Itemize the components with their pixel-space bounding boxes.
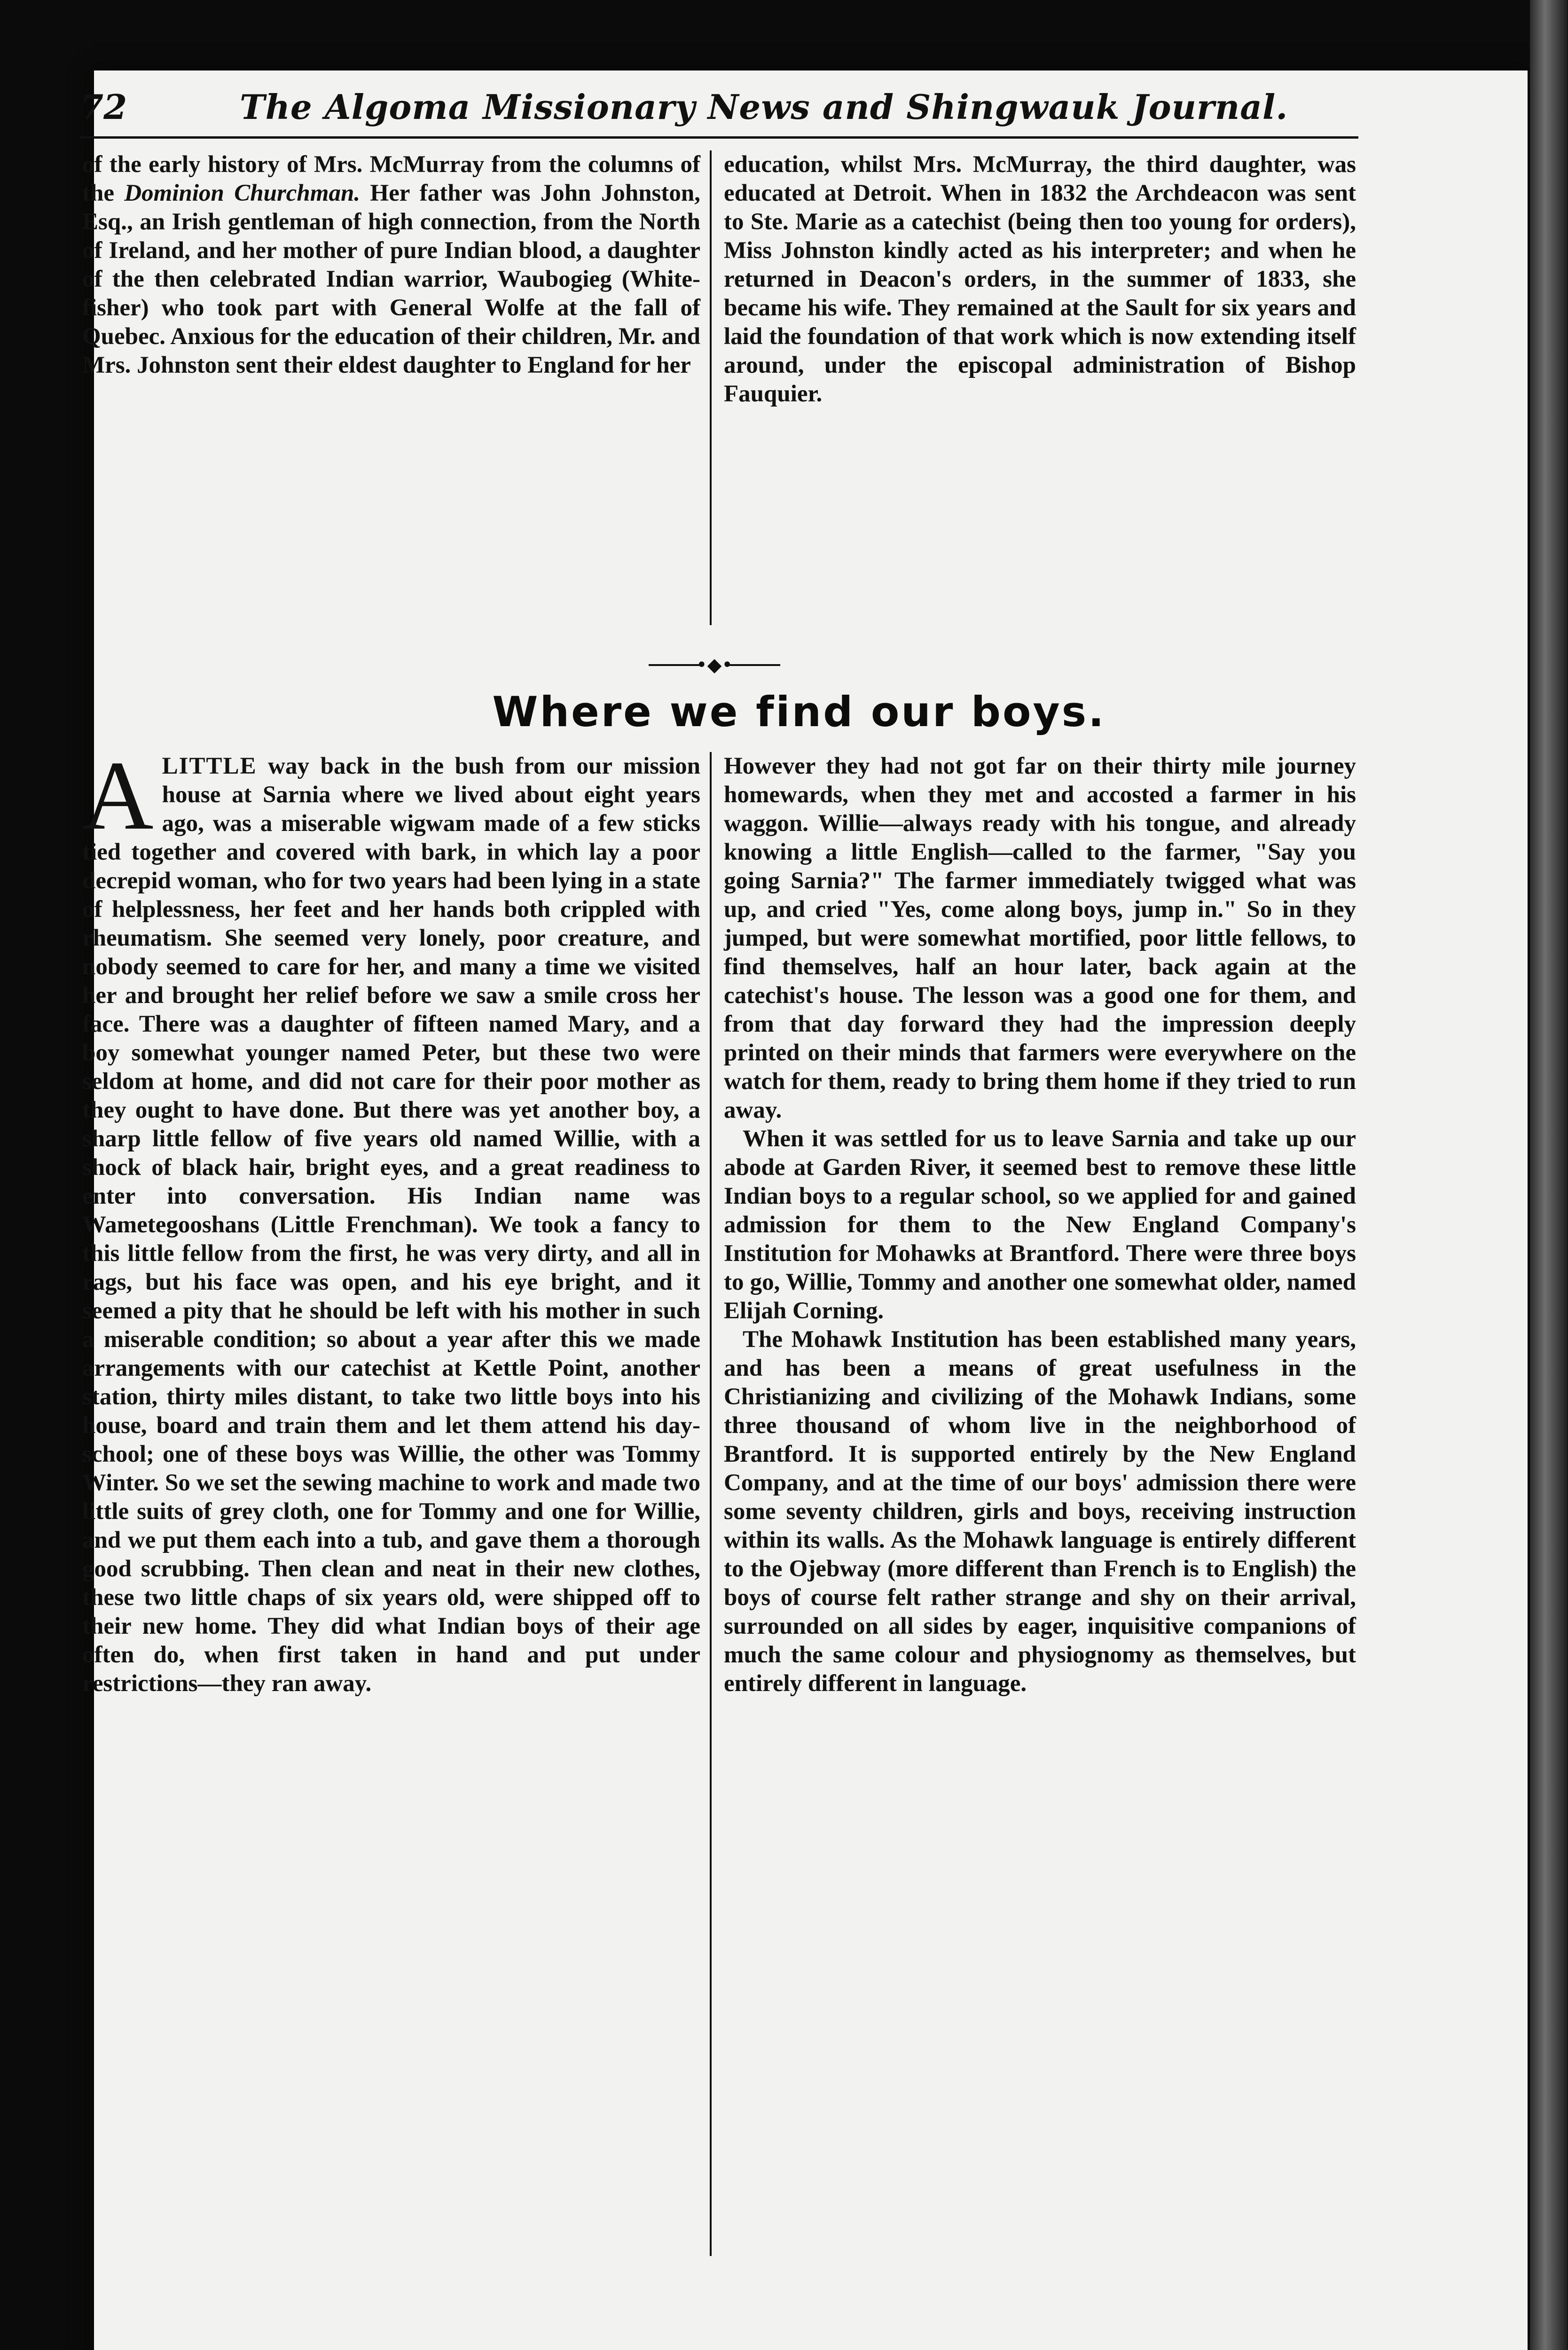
top-left-paragraph	[82, 150, 700, 380]
text-run: Her father was John Johnston, Esq., an Irish gentleman of high connection, from the North of Ireland, and her mother of pure Indian blood, a daughter of the then celebrated Indian warrior, Waubogieg (White-fisher) who took part with General Wolfe at the fall of Quebec. Anxious for the education of their children, Mr. and Mrs. Johnston sent their eldest daughter to England for her	[82, 180, 701, 378]
article-headline: Where we find our boys.	[492, 688, 1106, 736]
journal-title: The Algoma Missionary News and Shingwauk Journal.	[240, 87, 1288, 127]
column-divider-top	[710, 150, 712, 625]
top-right-paragraph: education, whilst Mrs. McMurray, the third daughter, was educated at Detroit. When in 1832 the Archdeacon was sent to Ste. Marie as a catechist (being then too young for orders), Miss Johnston kindly acted as his interpreter; and when he returned in Deacon's orders, in the summer of 1833, she became his wife. They remained at the Sault for six years and laid the foundation of that work which is now extending itself around, under the episcopal administration of Bishop Fauquier.	[724, 151, 1356, 407]
publication-name: Dominion Churchman.	[124, 180, 361, 206]
top-right-column	[724, 150, 1356, 639]
adjacent-page-edge	[1530, 0, 1568, 2350]
article-left-column	[82, 741, 700, 2256]
article-paragraph-2: However they had not got far on their thirty mile journey homewards, when they met and accosted a farmer in his waggon. Willie—always ready with his tongue, and already knowing a little English—called to the farmer, "Say you going Sarnia?" The farmer immediately twigged what was up, and cried "Yes, come along boys, jump in." So in they jumped, but were somewhat mortified, poor little fellows, to find themselves, half an hour later, back again at the catechist's house. The lesson was a good one for them, and from that day forward they had the impression deeply printed on their minds that farmers were everywhere on the watch for them, ready to bring them home if they tried to run away.	[724, 753, 1356, 1123]
drop-cap: A	[82, 741, 154, 850]
column-divider-bottom	[710, 752, 712, 2256]
page-header	[80, 82, 1358, 129]
text-run: of the early history of Mrs. McMurray from the columns of the	[82, 151, 700, 206]
article-paragraph-4: The Mohawk Institution has been established many years, and has been a means of great usefulness in the Christianizing and civilizing of the Mohawk Indians, some three thousand of whom live in the neighborhood of Brantford. It is supported entirely by the New England Company, and at the time of our boys' admission there were some seventy children, girls and boys, receiving instruction within its walls. As the Mohawk language is entirely different to the Ojebway (more different than French is to English) the boys of course felt rather strange and shy on their arrival, surrounded on all sides by eager, inquisitive companions of much the same colour and physiognomy as themselves, but entirely different in language.	[724, 1326, 1356, 1697]
article-paragraph-3: When it was settled for us to leave Sarnia and take up our abode at Garden River, it seemed best to remove these little Indian boys to a regular school, so we applied for and gained admission for them to the New England Company's Institution for Mohawks at Brantford. There were three boys to go, Willie, Tommy and another one somewhat older, named Elijah Corning.	[724, 1126, 1356, 1324]
article-right-column	[724, 752, 1356, 2256]
page-number: 72	[80, 87, 127, 127]
text-run: way back in the bush from our mission house at Sarnia where we lived about eight years ago, was a miserable wigwam made of a few sticks tied together and covered with bark, in which lay a poor decrepid woman, who for two years had been lying in a state of helplessness, her feet and her hands both crippled with rheumatism. She seemed very lonely, poor creature, and nobody seemed to care for her, and many a time we visited her and brought her relief before we saw a smile cross her face. There was a daughter of fifteen named Mary, and a boy somewhat younger named Peter, but these two were seldom at home, and did not care for their poor mother as they ought to have done. But there was yet another boy, a sharp little fellow of five years old named Willie, with a shock of black hair, bright eyes, and a great readiness to enter into conversation. His Indian name was Wametegooshans (Little Frenchman). We took a fancy to this little fellow from the first, he was very dirty, and all in rags, but his face was open, and his eye bright, and it seemed a pity that he should be left with his mother in such a miserable condition; so about a year after this we made arrangements with our catechist at Kettle Point, another station, thirty miles distant, to take two little boys into his house, board and train them and let them attend his day-school; one of these boys was Willie, the other was Tommy Winter. So we set the sewing machine to work and made two little suits of grey cloth, one for Tommy and one for Willie, and we put them each into a tub, and gave them a thorough good scrubbing. Then clean and neat in their new clothes, these two little chaps of six years old, were shipped off to their new home. They did what Indian boys of their age often do, when first taken in hand and put under restrictions—they ran away.	[82, 753, 700, 1697]
top-left-column	[82, 150, 700, 639]
lead-words: LITTLE	[162, 753, 257, 779]
article-paragraph-1	[82, 741, 700, 1698]
section-ornament: •◆•	[649, 656, 780, 674]
header-rule	[80, 136, 1358, 139]
